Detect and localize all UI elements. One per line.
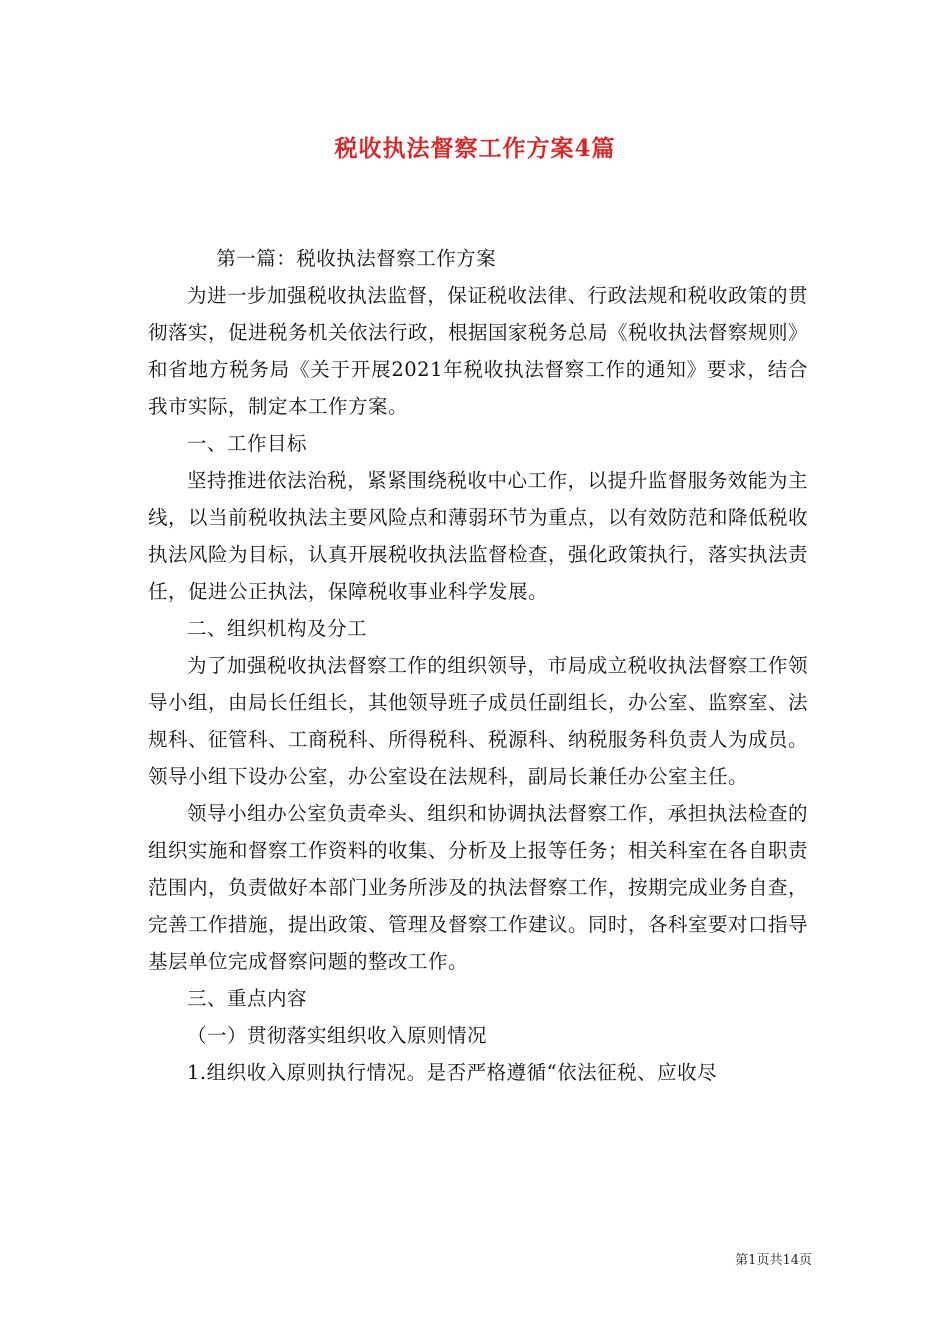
paragraph-office-duties: 领导小组办公室负责牵头、组织和协调执法督察工作，承担执法检查的组织实施和督察工作资料的收集、分析及上报等任务；相关科室在各自职责范围内，负责做好本部门业务所涉及的执法督察工作，按期完成业务自查，完善工作措施，提出政策、管理及督察工作建议。同时，各科室要对口指导基层单位完成督察问题的整改工作。 [148, 802, 809, 973]
paragraph-work-goals: 坚持推进依法治税，紧紧围绕税收中心工作，以提升监督服务效能为主线，以当前税收执法主要风险点和薄弱环节为重点，以有效防范和降低税收执法风险为目标，认真开展税收执法监督检查，强化政策执行，落实执法责任，促进公正执法，保障税收事业科学发展。 [148, 469, 809, 603]
document-body [148, 240, 808, 1091]
page-number: 第1页共14页 [735, 1253, 812, 1268]
subheading-revenue-principles: （一）贯彻落实组织收入原则情况 [187, 1024, 488, 1047]
heading-work-goals: 一、工作目标 [187, 432, 308, 455]
document-title: 税收执法督察工作方案4篇 [334, 135, 616, 162]
heading-key-content: 三、重点内容 [187, 987, 308, 1010]
section-heading-part-one: 第一篇：税收执法督察工作方案 [216, 247, 497, 270]
paragraph-intro: 为进一步加强税收执法监督，保证税收法律、行政法规和税收政策的贯彻落实，促进税务机关依法行政，根据国家税务总局《税收执法督察规则》和省地方税务局《关于开展2021年税收执法督察工作的通知》要求，结合我市实际，制定本工作方案。 [148, 284, 809, 418]
paragraph-revenue-principles: 1.组织收入原则执行情况。是否严格遵循“依法征税、应收尽 [187, 1061, 718, 1084]
paragraph-organization: 为了加强税收执法督察工作的组织领导，市局成立税收执法督察工作领导小组，由局长任组长，其他领导班子成员任副组长，办公室、监察室、法规科、征管科、工商税科、所得税科、税源科、纳税服务科负责人为成员。领导小组下设办公室，办公室设在法规科，副局长兼任办公室主任。 [148, 654, 809, 788]
heading-organization: 二、组织机构及分工 [187, 617, 368, 640]
